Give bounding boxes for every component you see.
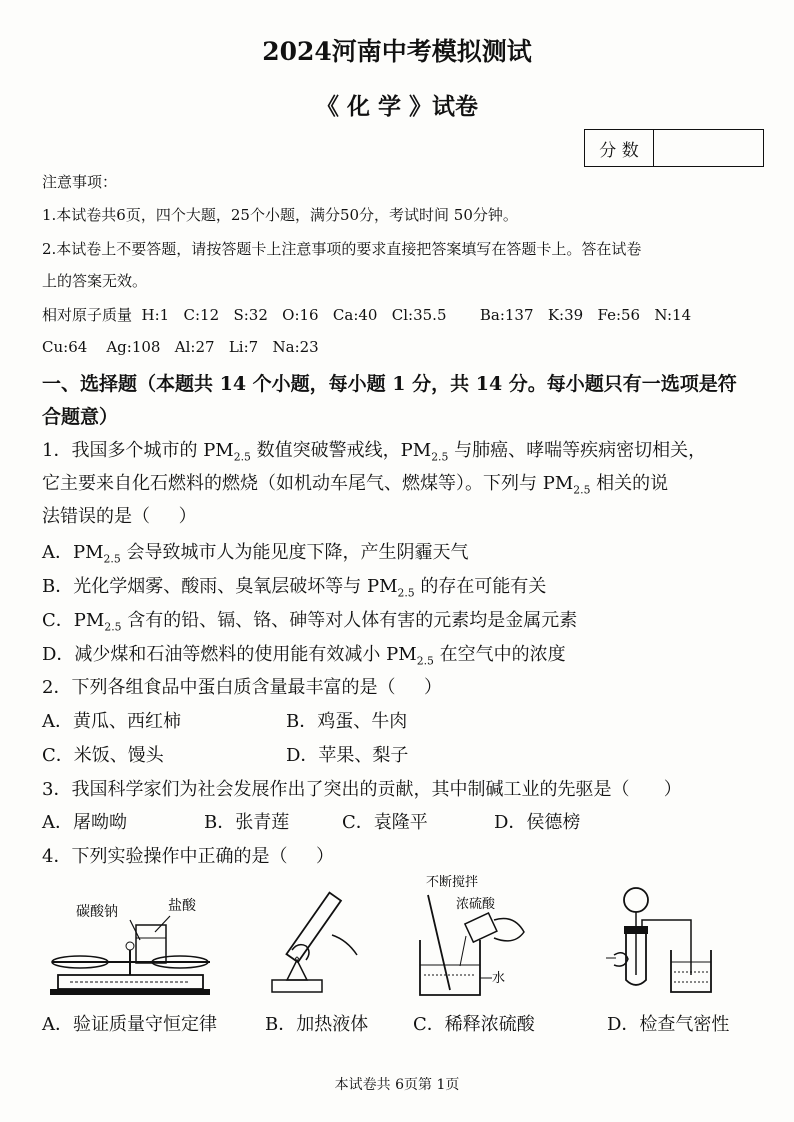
pm25: $PM_{2.5}$: [73, 542, 121, 566]
notice-item-1: 1.本试卷共6页，四个大题，25个小题，满分50分，考试时间 50分钟。: [42, 206, 518, 224]
q1-text: 1．我国多个城市的: [42, 440, 204, 461]
atomic-masses-line2: Cu:64 Ag:108 Al:27 Li:7 Na:23: [42, 338, 319, 356]
score-label: 分 数: [585, 130, 654, 166]
q1-line2: [42, 469, 668, 497]
atomic-masses-line1: 相对原子质量 H:1 C:12 S:32 O:16 Ca:40 Cl:35.5 Ba:137 K:39 Fe:56 N:14: [42, 306, 692, 324]
q1-text: 相关的说: [590, 473, 669, 494]
fig-c-label-stir: 不断搅拌: [426, 875, 479, 890]
page-footer: 本试卷共 6页第 1页: [334, 1077, 460, 1093]
q3-option-c[interactable]: C．袁隆平: [342, 812, 428, 833]
q4-option-b[interactable]: B．加热液体: [265, 1014, 369, 1035]
q2-option-d[interactable]: D．苹果、梨子: [286, 745, 409, 766]
notice-item-2-line1: 2.本试卷上不要答题，请按答题卡上注意事项的要求直接把答案填写在答题卡上。答在试卷: [42, 240, 642, 258]
q4-option-a[interactable]: A．验证质量守恒定律: [42, 1014, 217, 1035]
dilute-acid-figure: [410, 870, 540, 1005]
notice-heading: 注意事项：: [42, 173, 118, 191]
q4-option-c[interactable]: C．稀释浓硫酸: [413, 1014, 535, 1035]
q2-option-c[interactable]: C．米饭、馒头: [42, 745, 164, 766]
score-value-cell[interactable]: [654, 130, 763, 166]
pm25: $PM_{2.5}$: [400, 440, 449, 464]
pm25: $PM_{2.5}$: [366, 576, 415, 600]
q2-option-a[interactable]: A．黄瓜、西红柿: [42, 711, 181, 732]
pm25: $PM_{2.5}$: [73, 610, 122, 634]
q1-option-d[interactable]: D．减少煤和石油等燃料的使用能有效减小 $PM_{2.5}$ 在空气中的浓度: [42, 644, 566, 668]
q1-option-c[interactable]: C．$PM_{2.5}$ 含有的铅、镉、铬、砷等对人体有害的元素均是金属元素: [42, 610, 578, 634]
pm25: $PM_{2.5}$: [203, 440, 251, 464]
q3-stem: 3．我国科学家们为社会发展作出了突出的贡献，其中制碱工业的先驱是（ ）: [42, 779, 682, 800]
q3-option-b[interactable]: B．张青莲: [204, 812, 290, 833]
fig-c-label-water: 水: [492, 971, 506, 986]
fig-a-label-sodium-carbonate: 碳酸钠: [76, 904, 118, 920]
q1-line1: [42, 436, 706, 464]
q1-option-a[interactable]: A．$PM_{2.5}$ 会导致城市人为能见度下降，产生阴霾天气: [42, 542, 469, 566]
heating-liquid-figure: [262, 880, 372, 1000]
balance-figure: [40, 880, 240, 1000]
q4-option-d[interactable]: D．检查气密性: [607, 1014, 730, 1035]
q1-text: 数值突破警戒线，: [250, 440, 401, 461]
score-box: [584, 129, 764, 167]
section1-heading-line1: 一、选择题（本题共 14 个小题，每小题 1 分，共 14 分。每小题只有一选项是符: [42, 373, 737, 395]
airtightness-figure: [606, 880, 716, 1000]
q3-option-d[interactable]: D．侯德榜: [494, 812, 581, 833]
q1-line3: 法错误的是（ ）: [42, 506, 197, 527]
section1-heading-line2: 合题意）: [42, 406, 119, 428]
exam-subtitle: 《 化 学 》试卷: [315, 93, 479, 120]
pm25: $PM_{2.5}$: [386, 644, 434, 668]
fig-c-label-acid: 浓硫酸: [456, 897, 496, 912]
q4-stem: 4．下列实验操作中正确的是（ ）: [42, 846, 335, 867]
fig-a-label-hcl: 盐酸: [168, 898, 196, 914]
q2-stem: 2．下列各组食品中蛋白质含量最丰富的是（ ）: [42, 677, 443, 698]
q1-text: 与肺癌、哮喘等疾病密切相关，: [448, 440, 707, 461]
pm25: $PM_{2.5}$: [542, 473, 591, 497]
q3-option-a[interactable]: A．屠呦呦: [42, 812, 127, 833]
exam-title: 2024河南中考模拟测试: [262, 37, 532, 66]
q1-text: 它主要来自化石燃料的燃烧（如机动车尾气、燃煤等）。下列与: [42, 473, 543, 494]
q2-option-b[interactable]: B．鸡蛋、牛肉: [286, 711, 408, 732]
q1-option-b[interactable]: B．光化学烟雾、酸雨、臭氧层破坏等与 $PM_{2.5}$ 的存在可能有关: [42, 576, 547, 600]
notice-item-2-line2: 上的答案无效。: [42, 272, 148, 290]
